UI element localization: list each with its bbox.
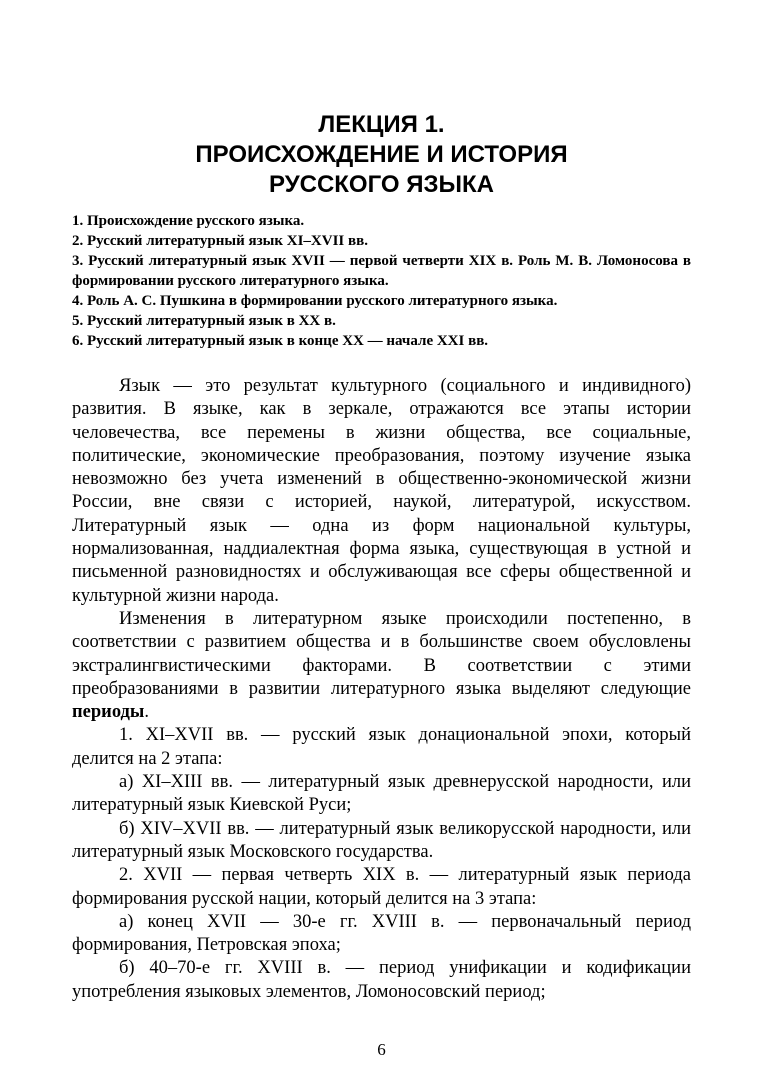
title-line-1: ЛЕКЦИЯ 1.	[318, 111, 445, 138]
paragraph: б) XIV–XVII вв. — литературный язык великорусской народности, или литературный язык Московского государства.	[72, 818, 691, 862]
paragraph-text: Изменения в литературном языке происходили постепенно, в соответствии с развитием общества и в большинстве своем обусловлены экстралингвистическими факторами. В соответствии с этими преобразованиями в развитии литературного языка выделяют следующие	[72, 608, 691, 699]
paragraph: 1. XI–XVII вв. — русский язык донациональной эпохи, который делится на 2 этапа:	[72, 725, 691, 769]
paragraph	[72, 608, 691, 724]
emphasis-term: периоды	[72, 702, 145, 723]
paragraph: Язык — это результат культурного (социального и индивидного) развития. В языке, как в зеркале, отражаются все этапы истории человечества, все перемены в жизни общества, все социальные, политические, экономические преобразования, поэтому изучение языка невозможно без учета изменений в общественно-экономической жизни России, вне связи с историей, наукой, литературой, искусством. Литературный язык — одна из форм национальной культуры, нормализованная, наддиалектная форма языка, существующая в устной и письменной разновидностях и обслуживающая все сферы общественной и культурной жизни народа.	[72, 376, 691, 606]
outline-item: 6. Русский литературный язык в конце XX — начале XXI вв.	[72, 333, 489, 349]
lecture-body	[72, 375, 691, 1004]
paragraph-text: .	[144, 702, 149, 723]
outline-item: 2. Русский литературный язык XI–XVII вв.	[72, 233, 368, 249]
lecture-outline	[72, 211, 691, 351]
paragraph: а) XI–XIII вв. — литературный язык древнерусской народности, или литературный язык Киевской Руси;	[72, 772, 691, 816]
page-number: 6	[377, 1040, 386, 1059]
title-line-2: ПРОИСХОЖДЕНИЕ И ИСТОРИЯ	[195, 141, 568, 168]
paragraph: б) 40–70-е гг. XVIII в. — период унификации и кодификации употребления языковых элементов, Ломоносовский период;	[72, 958, 691, 1002]
paragraph: а) конец XVII — 30-е гг. XVIII в. — первоначальный период формирования, Петровская эпоха;	[72, 911, 691, 956]
lecture-title	[72, 110, 691, 200]
outline-item: 4. Роль А. С. Пушкина в формировании русского литературного языка.	[72, 293, 558, 309]
outline-item: 5. Русский литературный язык в XX в.	[72, 313, 336, 329]
page-content	[72, 110, 691, 1004]
outline-item: 1. Происхождение русского языка.	[72, 213, 305, 229]
paragraph: 2. XVII — первая четверть XIX в. — литературный язык периода формирования русской нации, который делится на 3 этапа:	[72, 865, 691, 909]
title-line-3: РУССКОГО ЯЗЫКА	[269, 171, 494, 198]
outline-item: 3. Русский литературный язык XVII — первой четверти XIX в. Роль М. В. Ломоносова в формировании русского литературного языка.	[72, 253, 691, 289]
